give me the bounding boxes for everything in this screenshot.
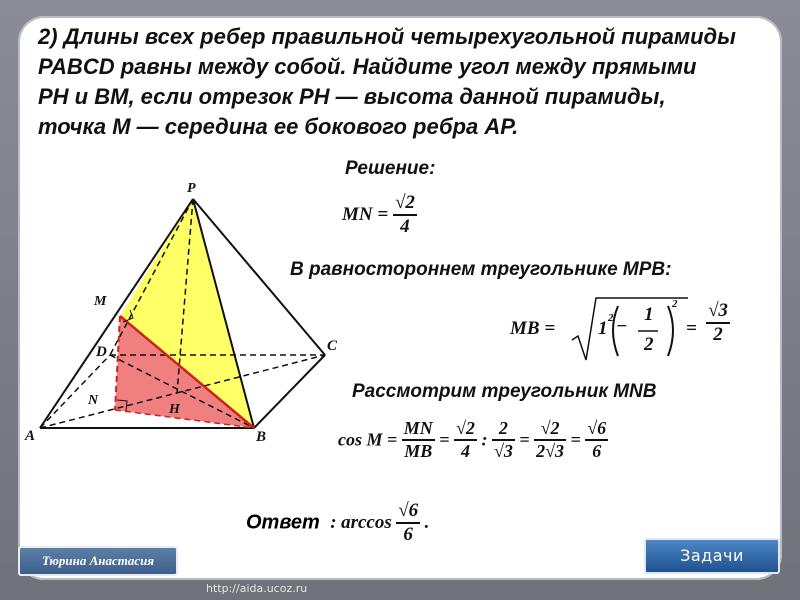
formula-cos-f1-den: MB <box>404 441 433 461</box>
text-equilateral: В равностороннем треугольнике MPB: <box>290 259 672 280</box>
formula-mn-fraction <box>393 192 417 238</box>
formula-cos-f2 <box>454 418 477 462</box>
author-label: Тюрина Анастасия <box>18 546 178 576</box>
formula-mb-half-den: 2 <box>644 334 654 355</box>
formula-cos-f5-num: √6 <box>585 418 608 441</box>
formula-cos-f3-num: 2 <box>492 418 515 441</box>
answer-dot: . <box>424 512 430 533</box>
formula-cos-f5-den: 6 <box>592 441 602 461</box>
label-N: N <box>88 393 99 408</box>
formula-mb-outer-sq: 2 <box>672 298 678 310</box>
formula-cos-eq2: = <box>519 429 530 450</box>
formula-cos <box>338 418 608 462</box>
problem-statement <box>38 22 778 142</box>
label-P: P <box>187 181 196 196</box>
problem-line-3: PH и BM, если отрезок PH — высота данной пирамиды, <box>38 84 666 109</box>
formula-cos-f1-num: MN <box>402 418 435 441</box>
problem-line-1: 2) Длины всех ребер правильной четырехугольной пирамиды <box>38 24 736 49</box>
label-H: H <box>169 402 180 417</box>
formula-mb-rhs-num: √3 <box>706 300 730 324</box>
answer-den: 6 <box>403 524 413 545</box>
solution-label: Решение: <box>345 158 436 179</box>
formula-cos-f3-den: √3 <box>493 441 513 461</box>
formula-mn <box>342 192 417 238</box>
formula-cos-f5 <box>585 418 608 462</box>
answer-num: √6 <box>396 500 420 524</box>
answer-func: arccos <box>341 512 392 533</box>
formula-mb-rhs-den: 2 <box>713 324 723 345</box>
formula-mb-eq: = <box>686 318 697 339</box>
problem-line-2: PABCD равны между собой. Найдите угол между прямыми <box>38 54 697 79</box>
formula-mn-num: √2 <box>393 192 417 216</box>
formula-mb-sq1: 2 <box>608 312 614 324</box>
formula-cos-f3 <box>492 418 515 462</box>
formula-cos-lhs: cos M = <box>338 429 398 450</box>
formula-cos-f4 <box>534 418 566 462</box>
formula-cos-f4-den: 2√3 <box>536 441 564 461</box>
formula-cos-f2-den: 4 <box>460 441 470 461</box>
formula-mb-lhs: MB = <box>510 318 556 339</box>
formula-mb-result <box>706 300 730 346</box>
label-B: B <box>256 429 267 445</box>
text-consider: Рассмотрим треугольник MNB <box>352 381 657 402</box>
answer-line <box>246 500 429 546</box>
formula-mn-den: 4 <box>400 216 410 237</box>
answer-colon: : <box>330 512 337 533</box>
edge-BC <box>254 355 325 428</box>
formula-cos-f1 <box>402 418 435 462</box>
formula-cos-colon: : <box>481 429 488 450</box>
label-C: C <box>327 338 338 354</box>
edge-AD <box>40 355 110 428</box>
formula-cos-eq1: = <box>439 429 450 450</box>
label-A: A <box>25 428 36 444</box>
formula-mb-minus: − <box>616 316 628 337</box>
formula-mb-half-num: 1 <box>644 304 654 325</box>
problem-line-4: точка M — середина ее бокового ребра AP. <box>38 114 519 139</box>
site-url: http://aida.ucoz.ru <box>206 582 308 595</box>
formula-cos-f4-num: √2 <box>534 418 566 441</box>
answer-fraction <box>396 500 420 546</box>
formula-cos-f2-num: √2 <box>454 418 477 441</box>
formula-mb-one: 1 <box>598 318 608 339</box>
pyramid-figure <box>20 175 350 450</box>
answer-label: Ответ <box>246 511 320 534</box>
formula-mn-lhs: MN = <box>342 204 389 225</box>
label-M: M <box>94 294 107 309</box>
formula-cos-eq3: = <box>570 429 581 450</box>
tasks-button[interactable]: Задачи <box>644 538 780 574</box>
label-D: D <box>96 344 107 360</box>
